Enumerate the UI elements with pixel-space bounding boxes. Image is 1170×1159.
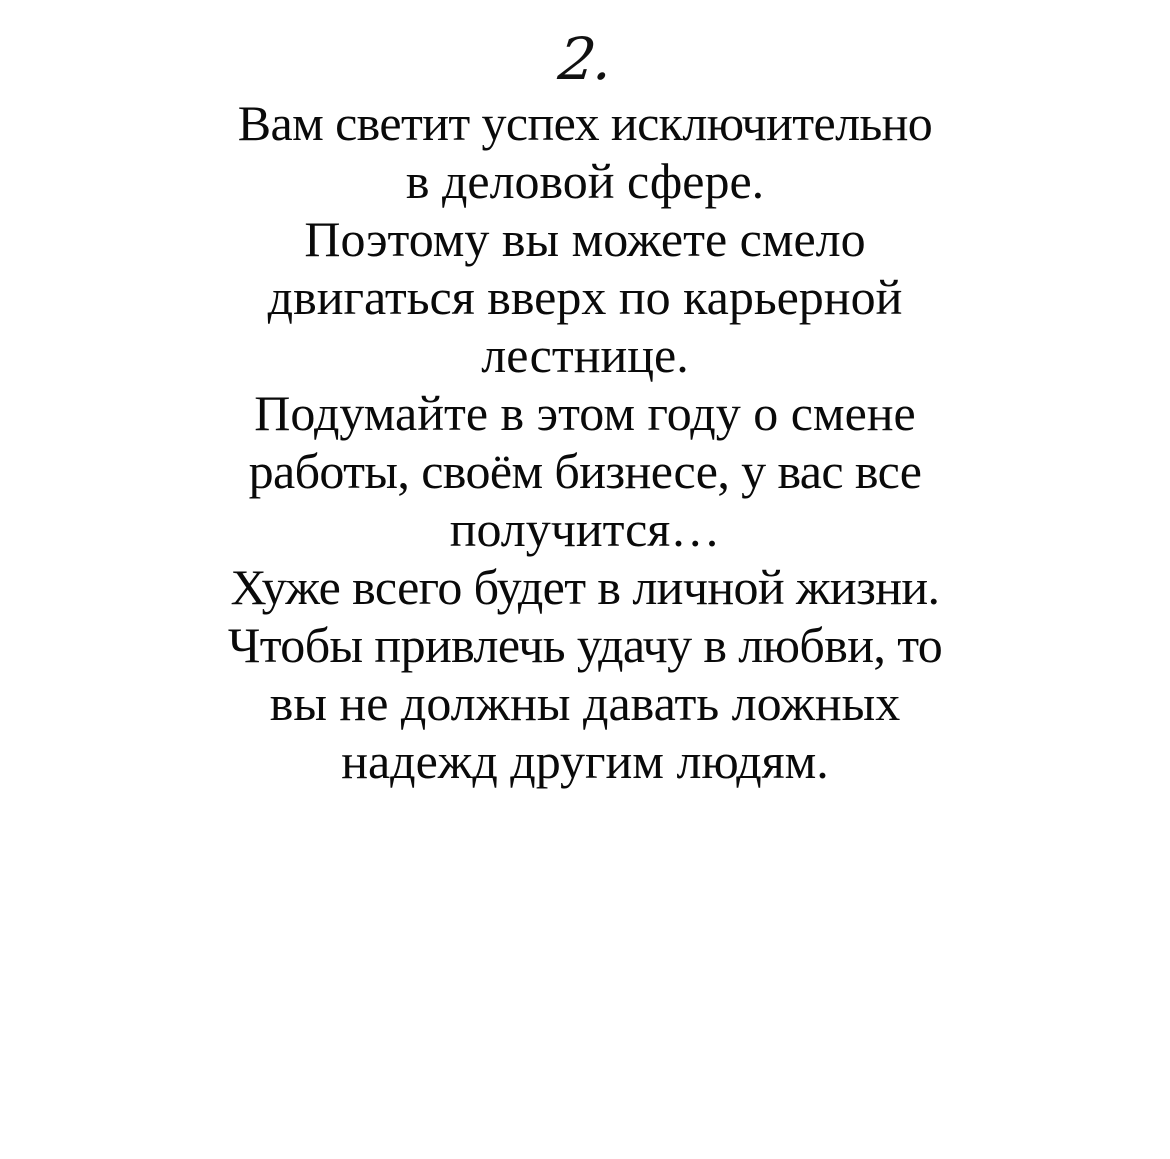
text-line: Хуже всего будет в личной жизни. xyxy=(230,559,940,615)
prediction-text-block xyxy=(58,94,1112,790)
text-line: двигаться вверх по карьерной xyxy=(267,269,903,325)
text-line: лестнице. xyxy=(481,327,689,383)
text-line: вы не должны давать ложных xyxy=(269,675,901,731)
text-line: Чтобы привлечь удачу в любви, то xyxy=(227,617,943,673)
text-line: надежд другим людям. xyxy=(341,733,829,789)
text-line: получится… xyxy=(449,501,721,557)
text-line: Поэтому вы можете смело xyxy=(304,211,866,267)
item-number-heading: 2. xyxy=(555,25,615,93)
text-line: Вам светит успех исключительно xyxy=(237,95,933,151)
text-line: в деловой сфере. xyxy=(405,153,765,209)
text-line: работы, своём бизнесе, у вас все xyxy=(248,443,922,499)
text-line: Подумайте в этом году о смене xyxy=(254,385,916,441)
